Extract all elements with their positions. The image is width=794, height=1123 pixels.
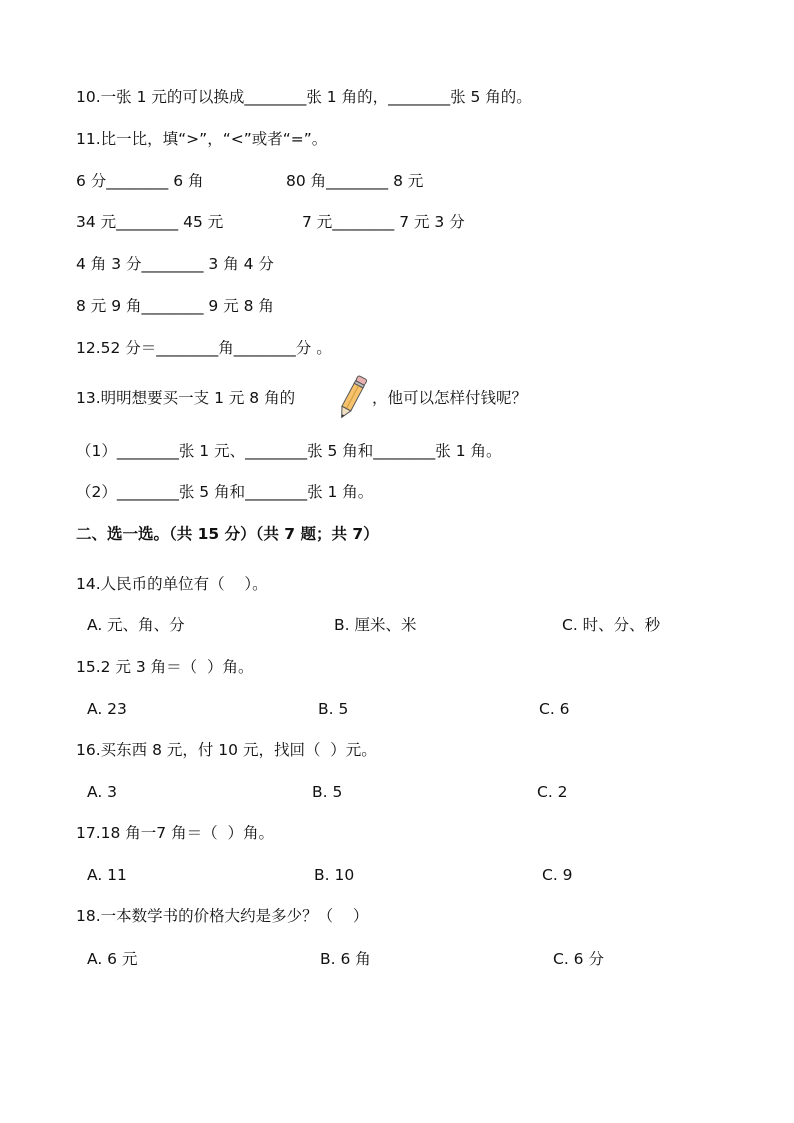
question-17-option-b: B. 10 (314, 866, 355, 884)
question-11-title: 11.比一比，填“>”，“<”或者“=”。 (76, 130, 328, 148)
question-15-option-c: C. 6 (539, 700, 570, 718)
question-16-option-a: A. 3 (87, 783, 118, 801)
question-14-option-c: C. 时、分、秒 (562, 616, 661, 634)
pencil-icon (334, 373, 370, 423)
question-18-option-b: B. 6 角 (320, 950, 371, 968)
question-18-option-a: A. 6 元 (87, 950, 138, 968)
question-13-stem-before: 13.明明想要买一支 1 元 8 角的 (76, 389, 296, 407)
question-17-option-c: C. 9 (542, 866, 573, 884)
question-18-stem: 18.一本数学书的价格大约是多少？（ ） (76, 907, 369, 925)
question-13-stem-after: ，他可以怎样付钱呢？ (372, 389, 528, 407)
question-13-part1: （1）________张 1 元、________张 5 角和________张 1 角。 (76, 442, 502, 460)
question-18-option-c: C. 6 分 (553, 950, 604, 968)
question-14-stem: 14.人民币的单位有（ ）。 (76, 575, 268, 593)
question-15-option-b: B. 5 (318, 700, 349, 718)
question-16-option-c: C. 2 (537, 783, 568, 801)
question-16-stem: 16.买东西 8 元，付 10 元，找回（ ）元。 (76, 741, 377, 759)
question-12: 12.52 分＝________角________分 。 (76, 339, 332, 357)
question-11-row3: 4 角 3 分________ 3 角 4 分 (76, 255, 274, 273)
question-17-option-a: A. 11 (87, 866, 127, 884)
question-11-row1-left: 6 分________ 6 角 (76, 172, 204, 190)
question-15-stem: 15.2 元 3 角＝（ ）角。 (76, 658, 254, 676)
question-14-option-b: B. 厘米、米 (334, 616, 417, 634)
question-14-option-a: A. 元、角、分 (87, 616, 185, 634)
question-11-row2-right: 7 元________ 7 元 3 分 (302, 213, 465, 231)
question-11-row1-right: 80 角________ 8 元 (286, 172, 424, 190)
question-16-option-b: B. 5 (312, 783, 343, 801)
question-17-stem: 17.18 角一7 角＝（ ）角。 (76, 824, 274, 842)
question-11-row2-left: 34 元________ 45 元 (76, 213, 224, 231)
question-13-part2: （2）________张 5 角和________张 1 角。 (76, 483, 374, 501)
section-2-heading: 二、选一选。（共 15 分）（共 7 题；共 7） (76, 525, 379, 543)
question-10: 10.一张 1 元的可以换成________张 1 角的，________张 5 角的。 (76, 88, 532, 106)
question-15-option-a: A. 23 (87, 700, 127, 718)
question-11-row4: 8 元 9 角________ 9 元 8 角 (76, 297, 274, 315)
